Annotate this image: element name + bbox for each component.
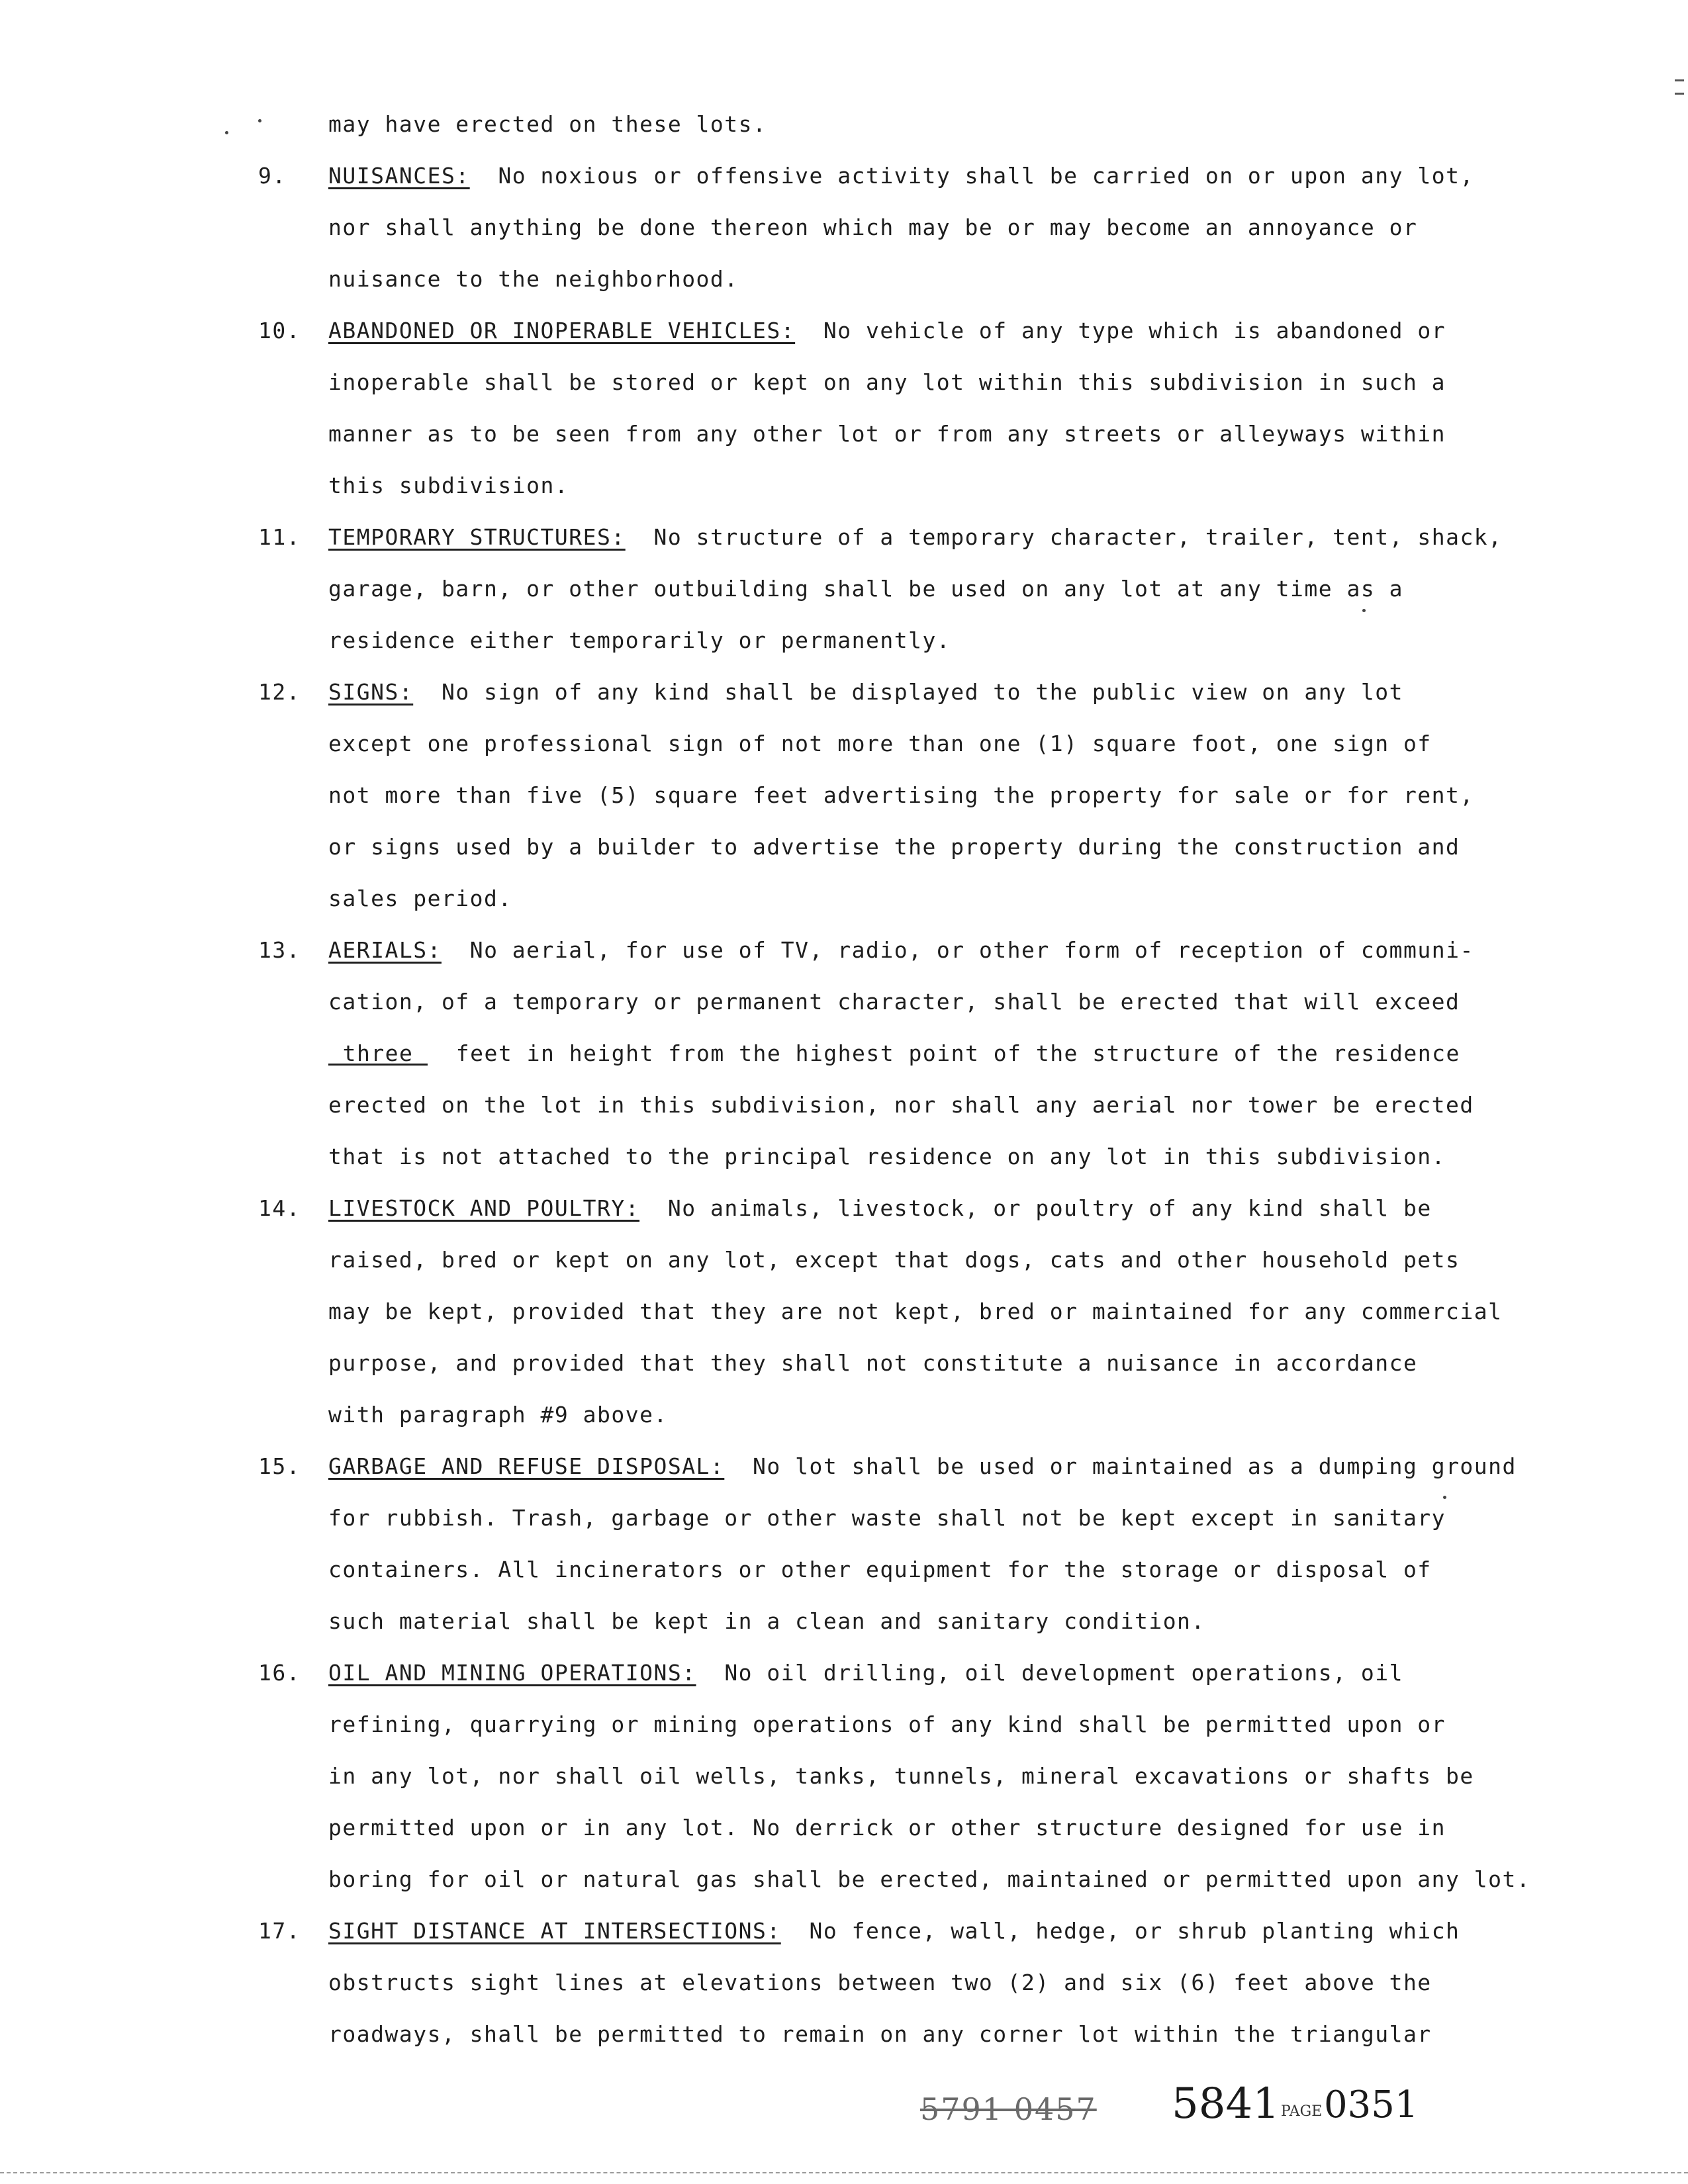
paragraph-10-line-1: [328, 318, 1446, 344]
paragraph-text: for rubbish. Trash, garbage or other waste shall not be kept except in sanitary: [328, 1505, 1446, 1531]
paragraph-number-10: 10.: [258, 318, 301, 343]
struck-recording-number: 5791 0457: [920, 2091, 1097, 2127]
paragraph-12-line-1: [328, 679, 1403, 705]
paragraph-text: nor shall anything be done thereon which may be or may become an annoyance or: [328, 214, 1418, 240]
paragraph-text: may be kept, provided that they are not kept, bred or maintained for any commercial: [328, 1298, 1503, 1324]
edge-mark: [1675, 79, 1684, 81]
paragraph-14-line-1: [328, 1195, 1432, 1222]
paragraph-number-9: 9.: [258, 163, 287, 189]
paragraph-text: raised, bred or kept on any lot, except that dogs, cats and other household pets: [328, 1247, 1460, 1273]
paragraph-text: refining, quarrying or mining operations of any kind shall be permitted upon or: [328, 1711, 1446, 1737]
scan-speck: [225, 131, 228, 134]
paragraph-text: boring for oil or natural gas shall be erected, maintained or permitted upon any lot.: [328, 1866, 1531, 1892]
recording-book-number: 5841: [1172, 2079, 1280, 2128]
paragraph-text: containers. All incinerators or other equipment for the storage or disposal of: [328, 1557, 1432, 1582]
paragraph-heading-aerials: AERIALS:: [328, 937, 442, 963]
paragraph-heading-livestock: LIVESTOCK AND POULTRY:: [328, 1195, 640, 1221]
edge-mark: [1675, 93, 1684, 95]
paragraph-text: in any lot, nor shall oil wells, tanks, tunnels, mineral excavations or shafts be: [328, 1763, 1474, 1789]
paragraph-13-line-1: [328, 937, 1474, 964]
paragraph-heading-signs: SIGNS:: [328, 679, 414, 705]
paragraph-text: garage, barn, or other outbuilding shall be used on any lot at any time as a: [328, 576, 1403, 602]
paragraph-heading-temporary-structures: TEMPORARY STRUCTURES:: [328, 524, 626, 550]
paragraph-heading-abandoned-vehicles: ABANDONED OR INOPERABLE VEHICLES:: [328, 318, 796, 343]
paragraph-text: with paragraph #9 above.: [328, 1402, 668, 1428]
scan-speck: [258, 119, 261, 122]
paragraph-text: manner as to be seen from any other lot or from any streets or alleyways within: [328, 421, 1446, 447]
paragraph-text: No animals, livestock, or poultry of any kind shall be: [667, 1195, 1432, 1221]
paragraph-text: that is not attached to the principal residence on any lot in this subdivision.: [328, 1144, 1446, 1169]
recording-page-label: PAGE: [1281, 2103, 1323, 2120]
paragraph-text: No fence, wall, hedge, or shrub planting which: [809, 1918, 1460, 1944]
paragraph-text: roadways, shall be permitted to remain on any corner lot within the triangular: [328, 2021, 1432, 2047]
paragraph-text: nuisance to the neighborhood.: [328, 266, 739, 292]
paragraph-text: purpose, and provided that they shall not constitute a nuisance in accordance: [328, 1350, 1418, 1376]
paragraph-text: cation, of a temporary or permanent character, shall be erected that will exceed: [328, 989, 1460, 1015]
paragraph-text: except one professional sign of not more than one (1) square foot, one sign of: [328, 731, 1432, 756]
paragraph-number-11: 11.: [258, 524, 301, 550]
intro-line: may have erected on these lots.: [328, 111, 767, 137]
aerial-height-fill-in: three: [328, 1044, 428, 1066]
paragraph-number-12: 12.: [258, 679, 301, 705]
paragraph-text: such material shall be kept in a clean and sanitary condition.: [328, 1608, 1205, 1634]
paragraph-text: permitted upon or in any lot. No derrick or other structure designed for use in: [328, 1815, 1446, 1841]
paragraph-16-line-1: [328, 1660, 1403, 1686]
paragraph-9-line-1: [328, 163, 1474, 189]
paragraph-13-line-3: [328, 1040, 1460, 1067]
paragraph-number-15: 15.: [258, 1453, 301, 1479]
paragraph-text: No oil drilling, oil development operations, oil: [724, 1660, 1403, 1686]
paragraph-number-14: 14.: [258, 1195, 301, 1221]
paragraph-text: No sign of any kind shall be displayed to the public view on any lot: [441, 679, 1403, 705]
paragraph-text: inoperable shall be stored or kept on any lot within this subdivision in such a: [328, 369, 1446, 395]
paragraph-text: residence either temporarily or permanently.: [328, 627, 951, 653]
scan-speck: [1443, 1496, 1446, 1499]
paragraph-heading-garbage: GARBAGE AND REFUSE DISPOSAL:: [328, 1453, 725, 1479]
bottom-scan-rule: [0, 2172, 1688, 2173]
paragraph-text: No lot shall be used or maintained as a dumping ground: [753, 1453, 1517, 1479]
paragraph-number-13: 13.: [258, 937, 301, 963]
paragraph-text: obstructs sight lines at elevations between two (2) and six (6) feet above the: [328, 1970, 1432, 1995]
paragraph-text: or signs used by a builder to advertise the property during the construction and: [328, 834, 1460, 860]
paragraph-11-line-1: [328, 524, 1503, 551]
paragraph-heading-oil-mining: OIL AND MINING OPERATIONS:: [328, 1660, 696, 1686]
paragraph-text: No noxious or offensive activity shall be carried on or upon any lot,: [498, 163, 1474, 189]
recording-page-number: 0351: [1324, 2083, 1419, 2126]
paragraph-heading-nuisances: NUISANCES:: [328, 163, 470, 189]
paragraph-15-line-1: [328, 1453, 1517, 1480]
paragraph-text: this subdivision.: [328, 473, 569, 498]
paragraph-text: erected on the lot in this subdivision, nor shall any aerial nor tower be erected: [328, 1092, 1474, 1118]
paragraph-text: feet in height from the highest point of the structure of the residence: [455, 1040, 1460, 1066]
paragraph-17-line-1: [328, 1918, 1460, 1944]
paragraph-number-17: 17.: [258, 1918, 301, 1944]
scan-speck: [1362, 609, 1366, 612]
paragraph-text: sales period.: [328, 886, 512, 911]
paragraph-text: No aerial, for use of TV, radio, or other form of reception of communi-: [469, 937, 1474, 963]
paragraph-heading-sight-distance: SIGHT DISTANCE AT INTERSECTIONS:: [328, 1918, 781, 1944]
paragraph-number-16: 16.: [258, 1660, 301, 1686]
paragraph-text: No vehicle of any type which is abandoned or: [823, 318, 1446, 343]
paragraph-text: not more than five (5) square feet advertising the property for sale or for rent,: [328, 782, 1474, 808]
paragraph-text: No structure of a temporary character, trailer, tent, shack,: [653, 524, 1503, 550]
